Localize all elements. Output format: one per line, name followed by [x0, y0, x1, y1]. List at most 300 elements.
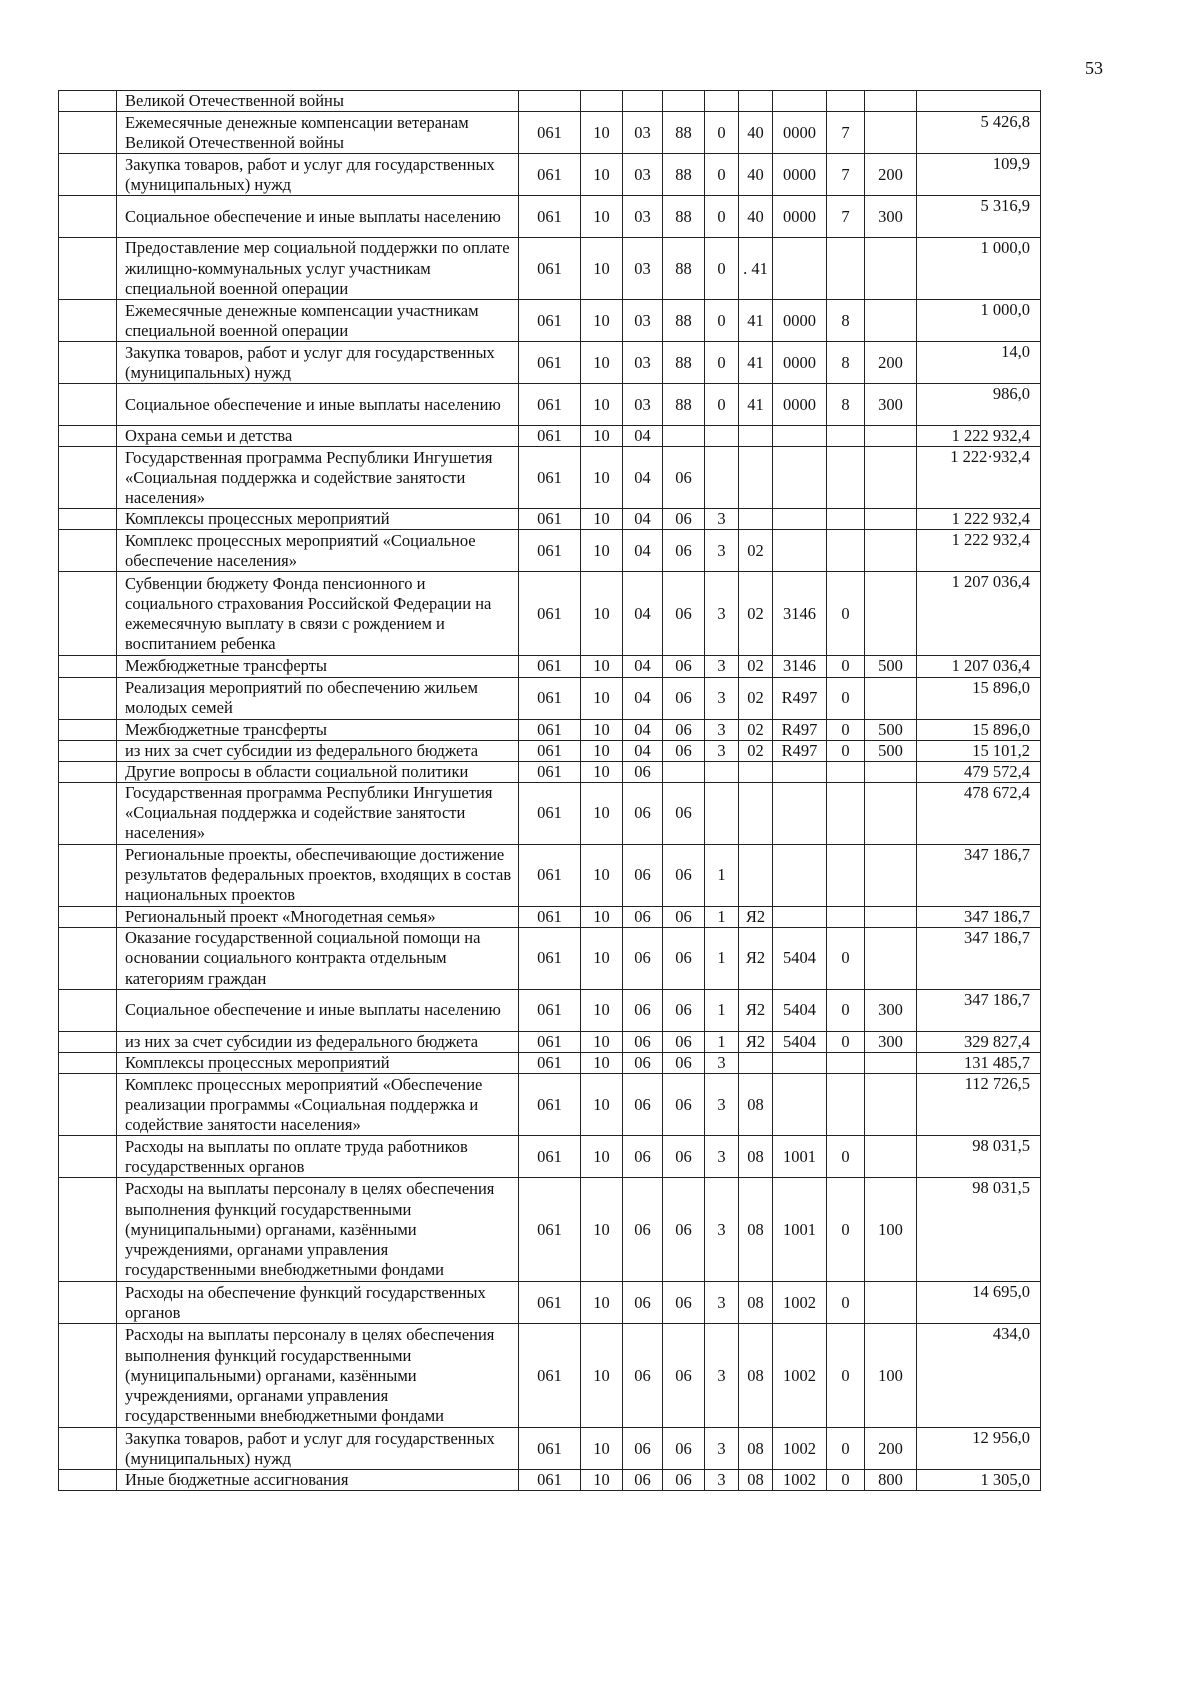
col-suffix-code: 7 [827, 154, 865, 196]
col-event-code [739, 91, 773, 112]
row-index-cell [59, 530, 117, 572]
col-section-code: 10 [581, 990, 623, 1032]
row-name: Межбюджетные трансферты [117, 719, 519, 740]
col-ministry-code: 061 [519, 1032, 581, 1053]
col-structure-code: 3 [705, 719, 739, 740]
col-program-code: 06 [663, 572, 705, 656]
col-program-code: 88 [663, 384, 705, 426]
col-expense-type-code [865, 426, 917, 447]
col-section-code: 10 [581, 154, 623, 196]
col-subsection-code: 04 [623, 447, 663, 509]
col-subsection-code: 06 [623, 761, 663, 782]
col-expense-type-code: 100 [865, 1324, 917, 1428]
row-index-cell [59, 1053, 117, 1074]
row-index-cell [59, 384, 117, 426]
row-name: Другие вопросы в области социальной политики [117, 761, 519, 782]
col-structure-code: 0 [705, 154, 739, 196]
row-amount: 1 222 932,4 [917, 426, 1041, 447]
row-index-cell [59, 1178, 117, 1282]
table-row [59, 530, 1041, 572]
row-index-cell [59, 1428, 117, 1470]
col-expense-type-code [865, 844, 917, 906]
col-suffix-code [827, 447, 865, 509]
row-amount: 347 186,7 [917, 928, 1041, 990]
col-subsection-code: 03 [623, 112, 663, 154]
row-name: Иные бюджетные ассигнования [117, 1470, 519, 1491]
col-structure-code: 3 [705, 740, 739, 761]
col-program-code: 06 [663, 1178, 705, 1282]
col-ministry-code: 061 [519, 719, 581, 740]
col-ministry-code: 061 [519, 1136, 581, 1178]
col-direction-code: 0000 [773, 384, 827, 426]
col-structure-code: 3 [705, 1074, 739, 1136]
col-event-code: 02 [739, 656, 773, 677]
col-program-code: 06 [663, 782, 705, 844]
col-structure-code: 3 [705, 1282, 739, 1324]
col-event-code: 02 [739, 530, 773, 572]
col-structure-code: 1 [705, 906, 739, 927]
col-section-code: 10 [581, 928, 623, 990]
col-section-code: 10 [581, 426, 623, 447]
row-amount: 109,9 [917, 154, 1041, 196]
row-index-cell [59, 447, 117, 509]
col-structure-code: 3 [705, 1428, 739, 1470]
table-row [59, 1074, 1041, 1136]
table-row [59, 91, 1041, 112]
col-expense-type-code [865, 906, 917, 927]
col-suffix-code [827, 238, 865, 300]
col-suffix-code: 0 [827, 1136, 865, 1178]
col-event-code: 02 [739, 740, 773, 761]
row-amount: 1 000,0 [917, 300, 1041, 342]
col-suffix-code: 0 [827, 1470, 865, 1491]
col-direction-code: 1001 [773, 1136, 827, 1178]
row-amount: 479 572,4 [917, 761, 1041, 782]
row-name: Закупка товаров, работ и услуг для государственных (муниципальных) нужд [117, 342, 519, 384]
table-row [59, 238, 1041, 300]
col-suffix-code: 0 [827, 1178, 865, 1282]
col-ministry-code: 061 [519, 1282, 581, 1324]
row-index-cell [59, 91, 117, 112]
col-structure-code: 3 [705, 572, 739, 656]
table-row [59, 1470, 1041, 1491]
col-expense-type-code: 800 [865, 1470, 917, 1491]
col-suffix-code: 0 [827, 677, 865, 719]
col-ministry-code: 061 [519, 844, 581, 906]
col-suffix-code [827, 1053, 865, 1074]
col-subsection-code: 06 [623, 1428, 663, 1470]
col-direction-code: 0000 [773, 196, 827, 238]
col-direction-code: R497 [773, 719, 827, 740]
col-expense-type-code [865, 91, 917, 112]
col-event-code: 08 [739, 1428, 773, 1470]
col-structure-code: 0 [705, 300, 739, 342]
col-structure-code: 3 [705, 1470, 739, 1491]
row-index-cell [59, 656, 117, 677]
col-subsection-code: 03 [623, 300, 663, 342]
col-ministry-code: 061 [519, 1324, 581, 1428]
col-ministry-code: 061 [519, 990, 581, 1032]
col-subsection-code: 06 [623, 1178, 663, 1282]
table-row [59, 1136, 1041, 1178]
row-name: Комплексы процессных мероприятий [117, 509, 519, 530]
col-program-code: 06 [663, 656, 705, 677]
col-structure-code [705, 426, 739, 447]
row-amount: 15 896,0 [917, 719, 1041, 740]
row-amount: 347 186,7 [917, 844, 1041, 906]
col-expense-type-code [865, 1282, 917, 1324]
row-amount: 434,0 [917, 1324, 1041, 1428]
col-program-code: 06 [663, 906, 705, 927]
col-section-code: 10 [581, 761, 623, 782]
table-row [59, 447, 1041, 509]
col-program-code: 88 [663, 342, 705, 384]
col-ministry-code: 061 [519, 656, 581, 677]
col-structure-code: 0 [705, 196, 739, 238]
col-ministry-code: 061 [519, 196, 581, 238]
col-direction-code: 0000 [773, 154, 827, 196]
col-event-code: Я2 [739, 1032, 773, 1053]
table-body [59, 91, 1041, 1491]
row-name: Ежемесячные денежные компенсации участникам специальной военной операции [117, 300, 519, 342]
col-structure-code: 0 [705, 112, 739, 154]
table-row [59, 906, 1041, 927]
table-row [59, 1178, 1041, 1282]
col-subsection-code: 03 [623, 196, 663, 238]
col-structure-code: 3 [705, 1053, 739, 1074]
row-index-cell [59, 342, 117, 384]
col-section-code: 10 [581, 740, 623, 761]
table-row [59, 677, 1041, 719]
col-structure-code: 3 [705, 530, 739, 572]
col-subsection-code: 06 [623, 844, 663, 906]
col-section-code: 10 [581, 719, 623, 740]
col-section-code: 10 [581, 656, 623, 677]
col-program-code: 06 [663, 677, 705, 719]
row-amount: 5 426,8 [917, 112, 1041, 154]
row-amount: 15 101,2 [917, 740, 1041, 761]
col-ministry-code: 061 [519, 447, 581, 509]
col-direction-code: 3146 [773, 572, 827, 656]
row-amount: 1 000,0 [917, 238, 1041, 300]
row-amount: 112 726,5 [917, 1074, 1041, 1136]
col-event-code [739, 844, 773, 906]
col-structure-code: 0 [705, 384, 739, 426]
row-amount: 1 305,0 [917, 1470, 1041, 1491]
row-index-cell [59, 740, 117, 761]
col-subsection-code: 04 [623, 572, 663, 656]
col-subsection-code: 06 [623, 1324, 663, 1428]
col-program-code: 06 [663, 1428, 705, 1470]
col-ministry-code: 061 [519, 238, 581, 300]
col-ministry-code: 061 [519, 572, 581, 656]
row-name: Великой Отечественной войны [117, 91, 519, 112]
col-direction-code: 0000 [773, 300, 827, 342]
col-subsection-code: 06 [623, 1074, 663, 1136]
col-section-code: 10 [581, 906, 623, 927]
row-name: Расходы на обеспечение функций государственных органов [117, 1282, 519, 1324]
col-event-code: 02 [739, 719, 773, 740]
col-section-code: 10 [581, 1074, 623, 1136]
col-event-code [739, 509, 773, 530]
row-name: Межбюджетные трансферты [117, 656, 519, 677]
col-ministry-code: 061 [519, 906, 581, 927]
row-index-cell [59, 1470, 117, 1491]
col-event-code: 02 [739, 677, 773, 719]
col-ministry-code [519, 91, 581, 112]
col-direction-code: 1002 [773, 1428, 827, 1470]
col-subsection-code: 03 [623, 238, 663, 300]
col-expense-type-code: 200 [865, 1428, 917, 1470]
col-suffix-code: 8 [827, 384, 865, 426]
row-name: из них за счет субсидии из федерального бюджета [117, 1032, 519, 1053]
col-section-code: 10 [581, 1428, 623, 1470]
col-ministry-code: 061 [519, 426, 581, 447]
col-subsection-code: 04 [623, 677, 663, 719]
row-amount: 98 031,5 [917, 1136, 1041, 1178]
col-subsection-code: 06 [623, 782, 663, 844]
row-name: Предоставление мер социальной поддержки по оплате жилищно-коммунальных услуг участникам специальной военной операции [117, 238, 519, 300]
col-structure-code: 1 [705, 1032, 739, 1053]
col-program-code: 06 [663, 928, 705, 990]
row-amount [917, 91, 1041, 112]
row-index-cell [59, 1074, 117, 1136]
row-amount: 1 222 932,4 [917, 509, 1041, 530]
col-suffix-code: 0 [827, 656, 865, 677]
col-subsection-code: 06 [623, 928, 663, 990]
col-event-code [739, 447, 773, 509]
col-ministry-code: 061 [519, 1074, 581, 1136]
col-ministry-code: 061 [519, 154, 581, 196]
col-section-code: 10 [581, 300, 623, 342]
col-section-code: 10 [581, 238, 623, 300]
col-program-code: 88 [663, 112, 705, 154]
col-structure-code: 0 [705, 342, 739, 384]
row-index-cell [59, 112, 117, 154]
col-expense-type-code [865, 238, 917, 300]
col-expense-type-code [865, 677, 917, 719]
col-event-code: 41 [739, 384, 773, 426]
col-suffix-code [827, 509, 865, 530]
col-section-code: 10 [581, 677, 623, 719]
table-row [59, 719, 1041, 740]
col-event-code: 40 [739, 112, 773, 154]
col-expense-type-code [865, 928, 917, 990]
col-subsection-code: 03 [623, 342, 663, 384]
col-structure-code: 1 [705, 990, 739, 1032]
col-expense-type-code: 200 [865, 154, 917, 196]
col-subsection-code: 06 [623, 1053, 663, 1074]
col-ministry-code: 061 [519, 300, 581, 342]
col-ministry-code: 061 [519, 740, 581, 761]
row-index-cell [59, 1032, 117, 1053]
col-direction-code: 3146 [773, 656, 827, 677]
table-row [59, 844, 1041, 906]
row-index-cell [59, 928, 117, 990]
col-program-code: 88 [663, 196, 705, 238]
table-row [59, 300, 1041, 342]
row-name: Комплексы процессных мероприятий [117, 1053, 519, 1074]
col-suffix-code: 0 [827, 928, 865, 990]
col-program-code: 88 [663, 238, 705, 300]
col-expense-type-code: 100 [865, 1178, 917, 1282]
col-direction-code [773, 426, 827, 447]
row-index-cell [59, 1324, 117, 1428]
col-direction-code: 0000 [773, 112, 827, 154]
row-name: Государственная программа Республики Ингушетия «Социальная поддержка и содействие занятости населения» [117, 447, 519, 509]
col-program-code: 06 [663, 1470, 705, 1491]
col-ministry-code: 061 [519, 342, 581, 384]
row-name: Государственная программа Республики Ингушетия «Социальная поддержка и содействие занятости населения» [117, 782, 519, 844]
col-suffix-code: 0 [827, 1324, 865, 1428]
table-row [59, 196, 1041, 238]
col-section-code: 10 [581, 384, 623, 426]
col-program-code: 06 [663, 509, 705, 530]
col-section-code: 10 [581, 1032, 623, 1053]
col-section-code: 10 [581, 530, 623, 572]
table-row [59, 112, 1041, 154]
col-ministry-code: 061 [519, 782, 581, 844]
row-amount: 478 672,4 [917, 782, 1041, 844]
col-direction-code [773, 238, 827, 300]
row-index-cell [59, 426, 117, 447]
col-expense-type-code [865, 530, 917, 572]
col-subsection-code: 04 [623, 530, 663, 572]
row-index-cell [59, 990, 117, 1032]
table-row [59, 509, 1041, 530]
row-name: Социальное обеспечение и иные выплаты населению [117, 196, 519, 238]
col-expense-type-code: 200 [865, 342, 917, 384]
row-index-cell [59, 154, 117, 196]
col-event-code: . 41 [739, 238, 773, 300]
col-expense-type-code [865, 509, 917, 530]
col-subsection-code: 04 [623, 740, 663, 761]
col-section-code: 10 [581, 1324, 623, 1428]
row-name: Закупка товаров, работ и услуг для государственных (муниципальных) нужд [117, 154, 519, 196]
col-subsection-code: 06 [623, 906, 663, 927]
col-direction-code: 1002 [773, 1282, 827, 1324]
col-event-code [739, 782, 773, 844]
row-name: Социальное обеспечение и иные выплаты населению [117, 990, 519, 1032]
col-suffix-code [827, 906, 865, 927]
row-amount: 14 695,0 [917, 1282, 1041, 1324]
table-row [59, 572, 1041, 656]
table-row [59, 154, 1041, 196]
col-structure-code [705, 782, 739, 844]
col-suffix-code [827, 530, 865, 572]
table-row [59, 426, 1041, 447]
col-direction-code: 5404 [773, 990, 827, 1032]
col-expense-type-code [865, 1053, 917, 1074]
table-row [59, 782, 1041, 844]
col-structure-code [705, 447, 739, 509]
col-structure-code: 1 [705, 844, 739, 906]
row-amount: 329 827,4 [917, 1032, 1041, 1053]
col-ministry-code: 061 [519, 509, 581, 530]
col-expense-type-code [865, 447, 917, 509]
col-program-code [663, 426, 705, 447]
col-section-code: 10 [581, 572, 623, 656]
col-structure-code: 3 [705, 1136, 739, 1178]
col-direction-code [773, 1074, 827, 1136]
col-suffix-code: 0 [827, 719, 865, 740]
col-subsection-code: 03 [623, 384, 663, 426]
col-suffix-code [827, 844, 865, 906]
col-program-code: 06 [663, 1053, 705, 1074]
col-event-code: 02 [739, 572, 773, 656]
row-index-cell [59, 1282, 117, 1324]
col-direction-code: 5404 [773, 928, 827, 990]
row-name: Расходы на выплаты персоналу в целях обеспечения выполнения функций государственными (муниципальными) органами, казёнными учреждениями, органами управления государственными внебюджетными фондами [117, 1178, 519, 1282]
row-index-cell [59, 196, 117, 238]
col-program-code [663, 91, 705, 112]
col-expense-type-code: 300 [865, 1032, 917, 1053]
col-direction-code [773, 906, 827, 927]
col-expense-type-code: 500 [865, 719, 917, 740]
table-row [59, 656, 1041, 677]
table-row [59, 342, 1041, 384]
col-structure-code: 3 [705, 677, 739, 719]
col-expense-type-code: 300 [865, 384, 917, 426]
col-section-code: 10 [581, 196, 623, 238]
table-row [59, 928, 1041, 990]
col-program-code: 06 [663, 990, 705, 1032]
col-direction-code: 5404 [773, 1032, 827, 1053]
col-section-code: 10 [581, 1282, 623, 1324]
row-name: Региональные проекты, обеспечивающие достижение результатов федеральных проектов, входящих в состав национальных проектов [117, 844, 519, 906]
col-suffix-code [827, 761, 865, 782]
col-section-code [581, 91, 623, 112]
col-suffix-code: 0 [827, 740, 865, 761]
col-event-code: 08 [739, 1282, 773, 1324]
col-structure-code: 3 [705, 656, 739, 677]
row-index-cell [59, 719, 117, 740]
col-direction-code: R497 [773, 677, 827, 719]
col-structure-code: 3 [705, 1324, 739, 1428]
row-amount: 98 031,5 [917, 1178, 1041, 1282]
row-index-cell [59, 300, 117, 342]
row-index-cell [59, 509, 117, 530]
col-direction-code: 1002 [773, 1324, 827, 1428]
col-expense-type-code: 300 [865, 196, 917, 238]
col-subsection-code [623, 91, 663, 112]
col-direction-code [773, 447, 827, 509]
col-event-code: 08 [739, 1074, 773, 1136]
col-event-code: 08 [739, 1470, 773, 1491]
col-program-code: 06 [663, 719, 705, 740]
col-section-code: 10 [581, 1178, 623, 1282]
col-program-code: 06 [663, 447, 705, 509]
col-structure-code [705, 91, 739, 112]
col-program-code: 06 [663, 1032, 705, 1053]
col-section-code: 10 [581, 342, 623, 384]
col-program-code: 06 [663, 1136, 705, 1178]
col-suffix-code [827, 782, 865, 844]
row-index-cell [59, 844, 117, 906]
col-expense-type-code [865, 1136, 917, 1178]
row-name: Комплекс процессных мероприятий «Обеспечение реализации программы «Социальная поддержка и содействие занятости населения» [117, 1074, 519, 1136]
col-ministry-code: 061 [519, 1470, 581, 1491]
col-suffix-code: 7 [827, 112, 865, 154]
table-row [59, 1324, 1041, 1428]
col-program-code: 88 [663, 300, 705, 342]
col-program-code [663, 761, 705, 782]
col-program-code: 06 [663, 1074, 705, 1136]
col-ministry-code: 061 [519, 761, 581, 782]
row-amount: 1 207 036,4 [917, 572, 1041, 656]
table-row [59, 1032, 1041, 1053]
col-expense-type-code [865, 112, 917, 154]
